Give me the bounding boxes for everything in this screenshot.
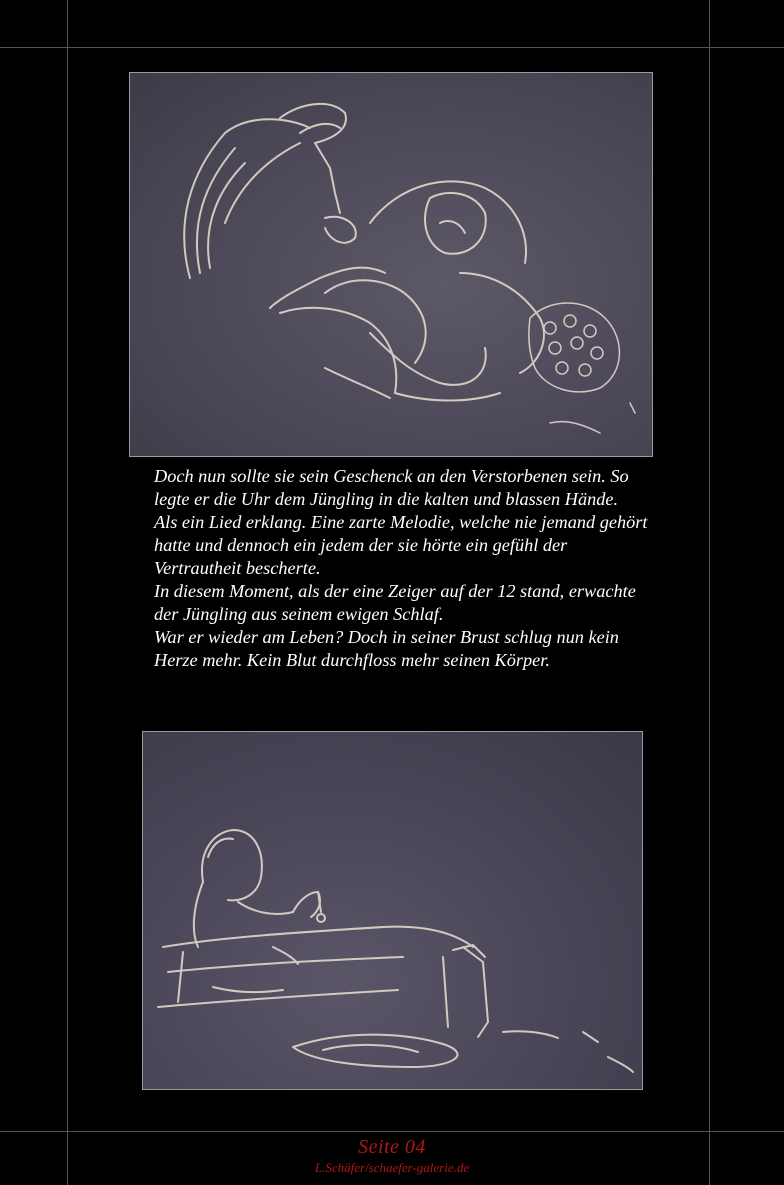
chalk-drawing-youth-awakening bbox=[142, 731, 643, 1090]
chalk-drawing-figure-with-watch bbox=[129, 72, 653, 457]
story-text bbox=[154, 465, 654, 672]
author-credit: L.Schäfer/schaefer-galerie.de bbox=[314, 1160, 470, 1175]
guide-line-right bbox=[709, 0, 710, 1185]
story-paragraph: Als ein Lied erklang. Eine zarte Melodie, welche nie jemand gehört hatte und dennoch ein jedem der sie hörte ein gefühl der Vertrautheit bescherte. bbox=[154, 512, 648, 578]
guide-line-top bbox=[0, 47, 784, 48]
story-paragraph: In diesem Moment, als der eine Zeiger auf der 12 stand, erwachte der Jüngling aus seinem ewigen Schlaf. bbox=[154, 581, 636, 624]
guide-line-bottom bbox=[0, 1131, 784, 1132]
page-number: Seite 04 bbox=[358, 1136, 426, 1158]
story-paragraph: War er wieder am Leben? Doch in seiner Brust schlug nun kein Herze mehr. Kein Blut durchfloss mehr seinen Körper. bbox=[154, 627, 619, 670]
story-paragraph: Doch nun sollte sie sein Geschenck an den Verstorbenen sein. So legte er die Uhr dem Jüngling in die kalten und blassen Hände. bbox=[154, 466, 629, 509]
guide-line-left bbox=[67, 0, 68, 1185]
